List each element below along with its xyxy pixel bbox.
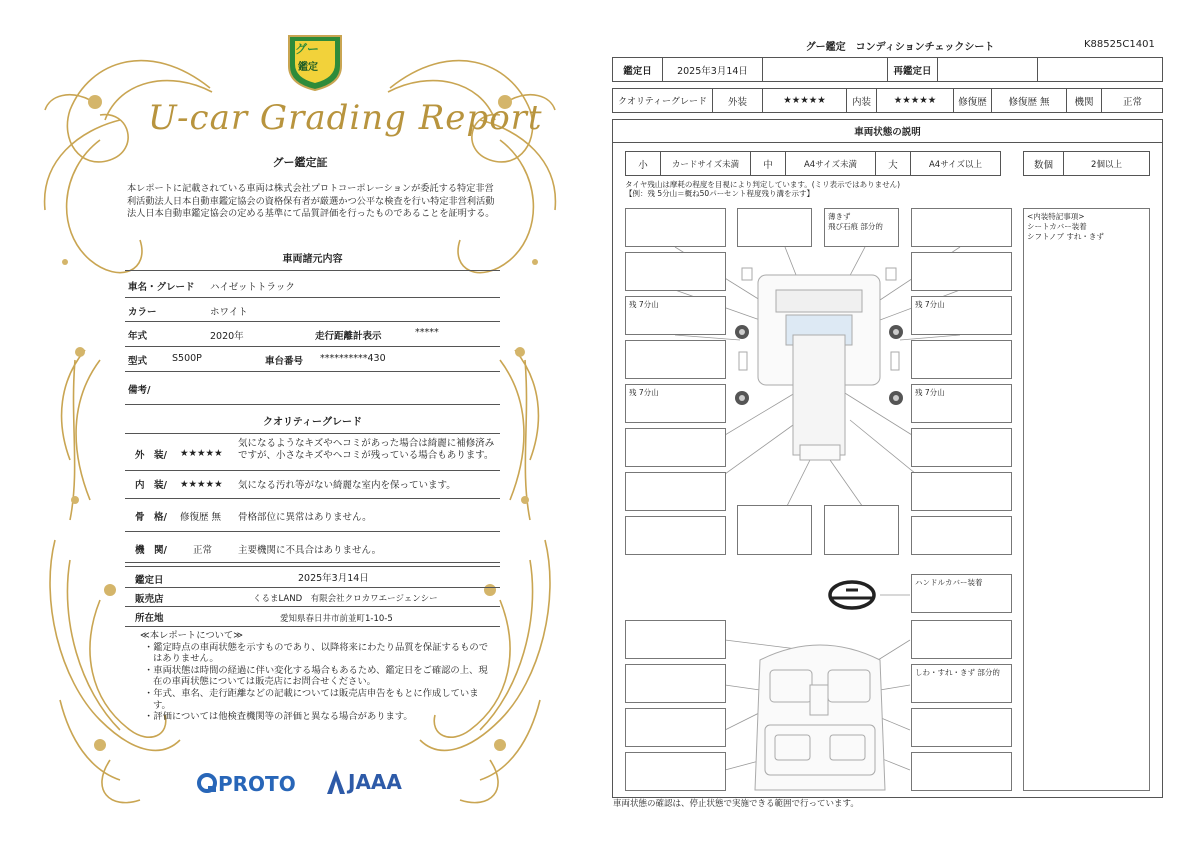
dealer-label: 販売店	[135, 594, 164, 605]
damage-panel	[911, 472, 1012, 511]
interior-panel	[911, 708, 1012, 747]
proto-logo-text: PROTO	[218, 772, 296, 796]
repair-value: 修復歴 無	[992, 89, 1067, 112]
info-row-address	[125, 607, 500, 627]
odometer-label: 走行距離計表示	[315, 331, 382, 342]
engine-desc: 主要機関に不具合はありません。	[238, 545, 382, 556]
damage-panel	[824, 505, 899, 555]
size-large-desc: A4サイズ以上	[928, 159, 983, 170]
notes-title: ≪本レポートについて≫	[140, 630, 243, 641]
engine-value: 正常	[193, 545, 213, 556]
spec-row-remarks	[125, 372, 500, 405]
steering-wheel-icon	[830, 582, 874, 608]
tire-panel-fl	[625, 296, 726, 335]
special-note: シートカバー装着	[1027, 222, 1087, 231]
quality-row-interior	[125, 470, 500, 499]
note-item: ・車両状態は時間の経過に伴い変化する場合もあるため、鑑定日をご確認の上、現在の車両状態については販売店にお問合せください。	[144, 664, 488, 688]
size-small: 小	[626, 152, 661, 175]
int-value: ★★★★★	[877, 89, 954, 112]
year-label: 年式	[128, 331, 148, 342]
cert-body: 本レポートに記載されている車両は株式会社プロトコーポレーションが委託する特定非営利活動法人日本自動車鑑定協会の資格保有者が厳選かつ公平な検査を行い特定非営利活動法人日本自動車鑑定協会の定める基準にて品質評価を行ったものであることを証明する。	[127, 183, 495, 219]
damage-panel	[625, 472, 726, 511]
handle-note: ハンドルカバー装着	[915, 578, 983, 587]
tire-rr-note: 残 7分山	[915, 388, 945, 397]
count-desc: 2個以上	[1091, 159, 1122, 170]
state-title: 車両状態の説明	[612, 119, 1163, 143]
proto-logo-icon	[196, 771, 218, 795]
cert-title: グー鑑定証	[272, 156, 328, 169]
interior-panel	[911, 620, 1012, 659]
jaaa-logo-text: JAAA	[348, 770, 402, 794]
interior-label: 内 装/	[135, 480, 167, 491]
report-notes	[140, 630, 490, 723]
exterior-stars: ★★★★★	[180, 448, 223, 459]
interior-panel	[625, 664, 726, 703]
damage-panel	[625, 428, 726, 467]
damage-panel	[737, 505, 812, 555]
repair-label: 修復歴	[954, 89, 992, 112]
report-script-title: U-car Grading Report	[148, 98, 543, 138]
size-small-desc: カードサイズ未満	[661, 152, 751, 175]
chassis-value: **********430	[320, 353, 386, 364]
damage-panel	[911, 428, 1012, 467]
frame-label: 骨 格/	[135, 512, 167, 523]
engine-value: 正常	[1122, 96, 1142, 108]
spec-row-name	[125, 270, 500, 298]
special-note: シフトノブ すれ・きず	[1027, 232, 1104, 241]
size-large: 大	[876, 152, 911, 175]
size-mid-desc: A4サイズ未満	[786, 152, 876, 175]
spec-title: 車両諸元内容	[282, 254, 343, 265]
interior-special-notes	[1023, 208, 1150, 791]
engine-label: 機 関/	[135, 545, 167, 556]
damage-panel	[625, 340, 726, 379]
logo-bottom-text: 鑑定	[298, 62, 318, 73]
tire-panel-fr	[911, 296, 1012, 335]
count-label: 数個	[1024, 152, 1064, 175]
spec-row-model	[125, 347, 500, 372]
date-label: 鑑定日	[135, 575, 164, 586]
recheck-label: 再鑑定日	[888, 58, 938, 81]
damage-panel	[911, 252, 1012, 291]
frame-desc: 骨格部位に異常はありません。	[238, 512, 372, 523]
damage-panel	[625, 516, 726, 555]
exterior-desc: 気になるようなキズやヘコミがあった場合は綺麗に補修済みですが、小さなキズやヘコミが残っている場合もあります。	[238, 438, 495, 461]
damage-panel	[911, 516, 1012, 555]
damage-panel	[911, 340, 1012, 379]
ext-value: ★★★★★	[763, 89, 847, 112]
sheet-date-label: 鑑定日	[613, 58, 663, 81]
note-item: ・年式、車名、走行距離などの記載については販売店申告をもとに作成しています。	[144, 687, 479, 711]
interior-panel	[911, 664, 1012, 703]
quality-row-engine	[125, 532, 500, 563]
damage-panel	[625, 252, 726, 291]
sheet-id: K88525C1401	[1084, 39, 1155, 50]
interior-panel	[625, 708, 726, 747]
color-label: カラー	[128, 307, 157, 318]
note-item: ・評価については他検査機関等の評価と異なる場合があります。	[144, 711, 413, 723]
interior-panel	[625, 752, 726, 791]
spec-row-year	[125, 322, 500, 347]
odometer-value: *****	[415, 327, 439, 338]
model-label: 型式	[128, 356, 148, 367]
name-value: ハイゼットトラック	[210, 282, 295, 293]
int-label: 内装	[847, 89, 877, 112]
special-title: <内装特記事項>	[1027, 212, 1085, 221]
tire-note-2: 【例：残 5分山＝概ね50パーセント程度残り溝を示す】	[625, 189, 815, 198]
interior-stars: ★★★★★	[180, 479, 223, 490]
size-mid: 中	[751, 152, 786, 175]
tire-fl-note: 残 7分山	[629, 300, 659, 309]
tire-rl-note: 残 7分山	[629, 388, 659, 397]
year-value: 2020年	[210, 331, 244, 342]
damage-panel	[911, 208, 1012, 247]
quality-row-frame	[125, 499, 500, 532]
sheet-footer: 車両状態の確認は、停止状態で実施できる範囲で行っています。	[613, 799, 859, 809]
sheet-title: グー鑑定 コンディションチェックシート	[805, 42, 995, 53]
engine-label: 機関	[1067, 89, 1102, 112]
spec-row-color	[125, 297, 500, 322]
dealer-value: くるまLAND 有限会社クロカワエージェンシー	[253, 594, 438, 604]
tire-fr-note: 残 7分山	[915, 300, 945, 309]
quality-row-exterior	[125, 433, 500, 471]
interior-panel	[625, 620, 726, 659]
quality-title: クオリティーグレード	[263, 417, 362, 428]
name-label: 車名・グレード	[128, 282, 195, 293]
damage-note: 薄きず 飛び石痕 部分的	[828, 212, 883, 231]
chassis-label: 車台番号	[265, 356, 304, 367]
info-row-dealer	[125, 587, 500, 607]
address-label: 所在地	[135, 613, 164, 624]
seat-note: しわ・すれ・きず 部分的	[915, 668, 1000, 677]
interior-panel	[911, 752, 1012, 791]
info-row-date	[125, 566, 500, 588]
damage-panel	[625, 208, 726, 247]
damage-panel	[824, 208, 899, 247]
address-value: 愛知県春日井市前並町1-10-5	[280, 614, 393, 624]
date-value: 2025年3月14日	[298, 573, 369, 584]
jaaa-logo-icon	[326, 769, 346, 795]
handle-panel	[911, 574, 1012, 613]
model-value: S500P	[172, 353, 202, 364]
tire-panel-rl	[625, 384, 726, 423]
logo-top-text: グー	[295, 42, 320, 56]
ext-label: 外装	[713, 89, 763, 112]
damage-panel	[737, 208, 812, 247]
condition-check-sheet	[600, 0, 1200, 848]
tire-note-1: タイヤ残山は摩耗の程度を目視により判定しています。(ミリ表示ではありません)	[625, 180, 901, 189]
frame-value: 修復歴 無	[180, 512, 222, 523]
note-item: ・鑑定時点の車両状態を示すものであり、以降将来にわたり品質を保証するものではありません。	[144, 641, 488, 665]
interior-desc: 気になる汚れ等がない綺麗な室内を保っています。	[238, 480, 456, 491]
exterior-label: 外 装/	[135, 450, 167, 461]
color-value: ホワイト	[210, 307, 248, 318]
remarks-label: 備考/	[128, 385, 151, 396]
sheet-date-value: 2025年3月14日	[663, 58, 763, 81]
tire-panel-rr	[911, 384, 1012, 423]
quality-label: クオリティーグレード	[613, 89, 713, 112]
